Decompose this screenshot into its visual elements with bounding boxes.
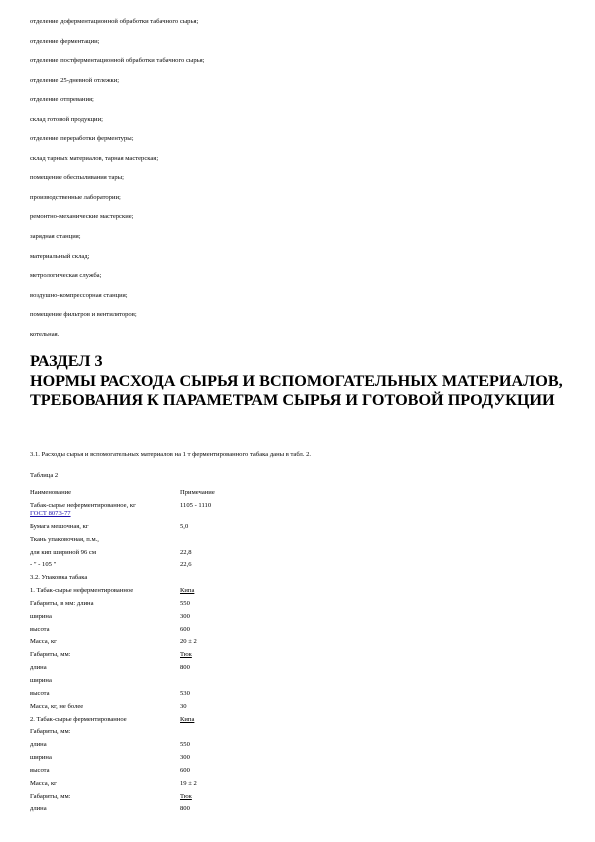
row-value: 22,6 [180, 561, 192, 569]
table-row [30, 651, 290, 664]
premises-list [30, 18, 570, 350]
table-row [30, 574, 290, 587]
row-name-cell [30, 664, 47, 672]
row-value: 19 ± 2 [180, 779, 197, 787]
row-value: 550 [180, 599, 190, 607]
row-value: 800 [180, 805, 190, 813]
row-name-cell [30, 690, 50, 698]
row-value: 1105 - 1110 [180, 501, 212, 509]
row-name: длина [30, 805, 47, 813]
list-item: котельная. [30, 330, 60, 338]
row-value: Кипа [180, 715, 195, 723]
table-row [30, 664, 290, 677]
section-title: РАЗДЕЛ 3 [30, 352, 103, 370]
table-row [30, 741, 290, 754]
row-name-cell [30, 574, 87, 582]
row-name-cell [30, 805, 47, 813]
row-name-cell [30, 728, 70, 736]
row-name-cell [30, 780, 57, 788]
row-name: 3.2. Упаковка табака [30, 574, 88, 582]
row-name-cell [30, 502, 136, 518]
row-name-cell [30, 767, 50, 775]
table-row [30, 780, 290, 793]
list-item: отделение доферментационной обработки табачного сырья; [30, 18, 199, 25]
section-heading [30, 352, 575, 411]
table-row [30, 600, 290, 613]
table-row [30, 613, 290, 626]
header-note: Примечание [180, 489, 215, 496]
row-name: Габариты, мм: [30, 792, 71, 800]
row-name: ширина [30, 612, 52, 620]
row-name-cell [30, 587, 133, 595]
row-name: ширина [30, 754, 52, 762]
row-value: 550 [180, 741, 190, 749]
row-name-cell [30, 677, 52, 685]
table-row [30, 523, 290, 536]
row-name: Масса, кг [30, 779, 57, 787]
table-row [30, 767, 290, 780]
list-item: склад готовой продукции; [30, 115, 103, 123]
list-item: ремонтно-механические мастерские; [30, 213, 134, 221]
table-row [30, 690, 290, 703]
row-name: длина [30, 741, 47, 749]
row-value: 300 [180, 612, 190, 620]
row-name-cell [30, 626, 50, 634]
list-item: метрологическая служба; [30, 272, 102, 280]
row-name: Масса, кг [30, 638, 57, 646]
table-row [30, 728, 290, 741]
list-item: склад тарных материалов, тарная мастерская; [30, 154, 159, 162]
row-name-cell [30, 613, 52, 621]
row-value: 5,0 [180, 522, 189, 530]
row-value: 600 [180, 625, 190, 633]
gost-link[interactable]: ГОСТ 8073-77 [30, 509, 71, 517]
row-name: Габариты, в мм: длина [30, 599, 94, 607]
row-name-cell [30, 600, 94, 608]
row-name: Табак-сырье неферментированное, кг [30, 501, 136, 509]
row-name-cell [30, 561, 56, 569]
row-name: 1. Табак-сырье неферментированное [30, 587, 134, 595]
list-item: отделение 25-дневной отлежки; [30, 76, 120, 84]
header-name: Наименование [30, 489, 72, 496]
row-name-cell [30, 703, 83, 711]
table-row [30, 626, 290, 639]
list-item: зарядная станция; [30, 233, 81, 241]
intro-paragraph: 3.1. Расходы сырья и вспомогательных материалов на 1 т ферментированного табака даны в табл. 2. [30, 451, 312, 458]
list-item: воздушно-компрессорная станция; [30, 291, 128, 299]
list-item: отделение постферментационной обработки табачного сырья; [30, 57, 205, 65]
row-name-cell [30, 536, 99, 544]
list-item: отделение ферментации; [30, 37, 100, 45]
row-name: высота [30, 689, 50, 697]
table-header-row [30, 489, 290, 502]
table-row [30, 587, 290, 600]
list-item: отделение отпревания; [30, 96, 94, 104]
table-caption: Таблица 2 [30, 472, 59, 479]
row-name: Ткань упаковочная, п.м., [30, 535, 99, 543]
list-item: помещение фильтров и вентиляторов; [30, 311, 137, 319]
row-value: Тюк [180, 651, 192, 659]
list-item: материальный склад; [30, 252, 90, 260]
row-name: Габариты, мм: [30, 651, 71, 659]
row-value: Кипа [180, 587, 195, 595]
table-row [30, 536, 290, 549]
row-name-cell [30, 716, 127, 724]
table-row [30, 561, 290, 574]
row-value: 30 [180, 702, 187, 710]
table-row [30, 716, 290, 729]
row-name: Масса, кг, не более [30, 702, 84, 710]
table-row [30, 703, 290, 716]
table-row [30, 638, 290, 651]
norms-table [30, 489, 290, 818]
row-name: - " - 105 " [30, 561, 57, 569]
row-name: ширина [30, 676, 52, 684]
row-value: 600 [180, 766, 190, 774]
row-value: 800 [180, 664, 190, 672]
table-row [30, 502, 290, 523]
row-value: 530 [180, 689, 190, 697]
row-value: 22,8 [180, 548, 192, 556]
row-name-cell [30, 754, 52, 762]
table-row [30, 754, 290, 767]
row-value: Тюк [180, 792, 192, 800]
table-row [30, 805, 290, 818]
list-item: производственные лаборатории; [30, 193, 121, 201]
row-name-cell [30, 549, 96, 557]
row-name: для кип шириной 96 см [30, 548, 97, 556]
row-value: 300 [180, 754, 190, 762]
list-item: отделение переработки ферментуры; [30, 135, 134, 143]
row-name: 2. Табак-сырье ферментированное [30, 715, 127, 723]
row-value: 20 ± 2 [180, 638, 197, 646]
section-subtitle: НОРМЫ РАСХОДА СЫРЬЯ И ВСПОМОГАТЕЛЬНЫХ МАТЕРИАЛОВ, ТРЕБОВАНИЯ К ПАРАМЕТРАМ СЫРЬЯ И ГОТОВОЙ ПРОДУКЦИИ [30, 371, 563, 409]
row-name-cell [30, 741, 47, 749]
row-name-cell [30, 793, 70, 801]
row-name: длина [30, 664, 47, 672]
row-name-cell [30, 523, 88, 531]
list-item: помещение обеспыливания тары; [30, 174, 124, 182]
row-name-cell [30, 651, 70, 659]
table-row [30, 677, 290, 690]
row-name-cell [30, 638, 57, 646]
table-row [30, 549, 290, 562]
row-name: Бумага мешочная, кг [30, 522, 89, 530]
table-row [30, 793, 290, 806]
row-name: Габариты, мм: [30, 728, 71, 736]
row-name: высота [30, 625, 50, 633]
row-name: высота [30, 766, 50, 774]
